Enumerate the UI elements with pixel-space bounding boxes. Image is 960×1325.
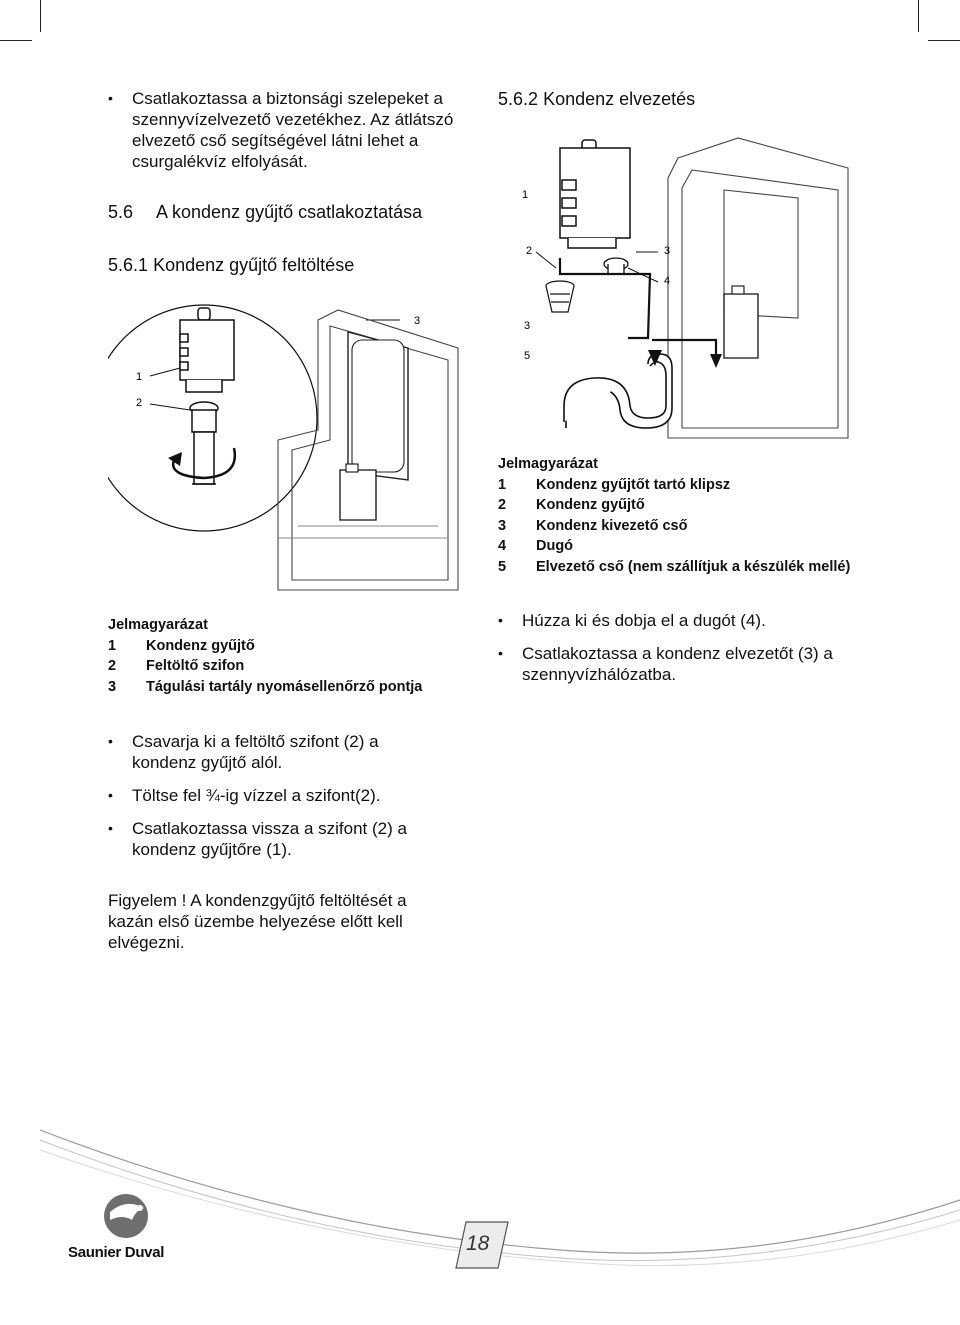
siphon-icon [190,402,218,484]
subsection-number: 5.6.2 [498,89,539,109]
legend-row [498,516,870,537]
section-number: 5.6 [108,202,134,222]
crop-mark [40,0,41,32]
legend-number: 5 [498,558,507,575]
left-instructions [108,731,428,872]
boiler-outline-icon [668,138,848,438]
legend-title: Jelmagyarázat [498,456,598,472]
instruction-list [498,610,868,685]
legend-text: Tágulási tartály nyomásellenőrző pontja [146,678,423,695]
arrow-head-icon [168,452,182,466]
legend-number: 1 [498,476,507,493]
legend-row [498,475,870,496]
legend-text: Kondenz gyűjtő [536,497,645,513]
list-item: • Töltse fel ¾-ig vízzel a szifont(2). [108,785,428,806]
section-heading [108,201,422,223]
right-instructions [498,610,868,697]
legend-title: Jelmagyarázat [108,617,208,633]
subsection-title: Kondenz gyűjtő feltöltése [153,255,355,275]
legend-row [498,536,870,557]
legend-text: Kondenz kivezető cső [536,517,688,534]
drain-basket-icon [546,281,574,312]
legend-number: 2 [108,658,117,674]
subsection-title: Kondenz elvezetés [543,89,696,109]
legend-number: 1 [108,637,117,654]
legend-text: Kondenz gyűjtő [146,637,255,654]
callout-3: 3 [414,315,421,327]
condensate-collector-icon [560,140,630,248]
callout-4: 4 [664,275,671,287]
brand-name: Saunier Duval [68,1244,165,1261]
drain-pipe-icon [564,354,672,428]
subsection-heading [108,254,354,276]
callout-2: 2 [136,397,143,409]
list-item: • Csavarja ki a feltöltő szifont (2) a kondenz gyűjtő alól. [108,731,428,773]
intro-bullet-list [108,88,468,172]
arrow-head-icon [710,354,722,368]
legend-row [108,677,428,698]
crop-mark [918,0,919,32]
legend-row [498,495,870,516]
callout-2: 2 [526,245,533,257]
legend-number: 4 [498,538,507,554]
subsection-number: 5.6.1 [108,255,149,275]
crop-mark [0,40,32,41]
list-item: • Csatlakoztassa a biztonsági szelepeket a szennyvízelvezető vezetékhez. Az átlátszó elvezető cső segítségével látni lehet a csurgalékvíz elfolyását. [108,88,468,172]
legend-text: Feltöltő szifon [146,658,245,674]
boiler-outline-icon [278,310,458,590]
legend-row [108,656,448,677]
legend-text: Dugó [536,538,574,554]
legend-row [108,636,448,657]
callout-5: 5 [524,350,531,362]
leader-line [560,258,650,338]
left-column [108,88,468,184]
legend-text: Elvezető cső (nem szállítjuk a készülék mellé) [536,558,851,575]
callout-3: 3 [524,320,531,332]
plug-icon [604,258,628,274]
condensate-drain-figure [498,118,858,448]
list-item: • Húzza ki és dobja el a dugót (4). [498,610,868,631]
legend-number: 2 [498,497,507,513]
warning-note: Figyelem ! A kondenzgyűjtő feltöltését a kazán első üzembe helyezése előtt kell elvégezni. [108,891,407,952]
list-item: • Csatlakoztassa a kondenz elvezetőt (3) a szennyvízhálózatba. [498,643,868,685]
instruction-list [108,731,428,860]
saunier-duval-logo-icon [96,1190,166,1240]
right-legend [498,454,870,577]
crop-mark [928,40,960,41]
subsection-heading [498,88,695,110]
legend-number: 3 [108,678,117,695]
page-number: 18 [466,1232,490,1255]
legend-number: 3 [498,517,507,534]
callout-3: 3 [664,245,671,257]
left-legend [108,615,448,697]
section-title: A kondenz gyűjtő csatlakoztatása [156,202,423,222]
condensate-fill-figure [108,300,468,600]
legend-row [498,557,870,578]
legend-text: Kondenz gyűjtőt tartó klipsz [536,476,731,493]
list-item: • Csatlakoztassa vissza a szifont (2) a kondenz gyűjtőre (1). [108,818,428,860]
callout-1: 1 [136,371,143,383]
condensate-collector-icon [180,308,234,392]
callout-1: 1 [522,189,529,201]
